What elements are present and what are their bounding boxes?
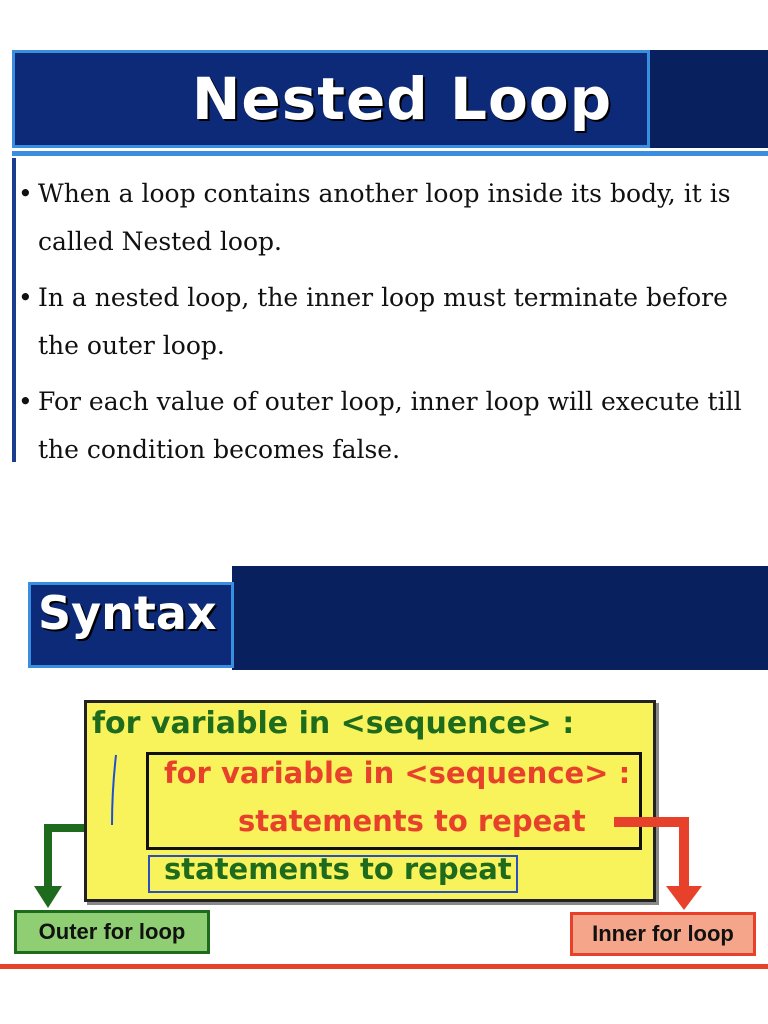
bullet-item: • When a loop contains another loop inside its body, it is called Nested loop. [18, 170, 768, 266]
bullet-list [18, 170, 768, 482]
title-underline [12, 151, 768, 156]
bullet-dot: • [18, 283, 33, 312]
outer-loop-body: statements to repeat [164, 852, 512, 886]
page-title: Nested Loop [191, 65, 613, 133]
footer-divider [0, 964, 768, 969]
inner-loop-label: Inner for loop [570, 912, 756, 956]
syntax-banner-extension [232, 566, 768, 670]
outer-loop-label: Outer for loop [14, 910, 210, 954]
inner-arrow-head [666, 886, 702, 910]
bullet-dot: • [18, 179, 33, 208]
bullet-item: • For each value of outer loop, inner loop will execute till the condition becomes false. [18, 378, 768, 474]
inner-loop-body: statements to repeat [238, 804, 586, 838]
outer-arrow-head [34, 886, 62, 908]
bullet-dot: • [18, 387, 33, 416]
outer-arrow-line [48, 828, 84, 888]
outer-loop-header: for variable in <sequence> : [92, 706, 575, 741]
inner-loop-header: for variable in <sequence> : [164, 756, 631, 790]
syntax-title: Syntax [38, 586, 217, 640]
bullet-item: • In a nested loop, the inner loop must terminate before the outer loop. [18, 274, 768, 370]
